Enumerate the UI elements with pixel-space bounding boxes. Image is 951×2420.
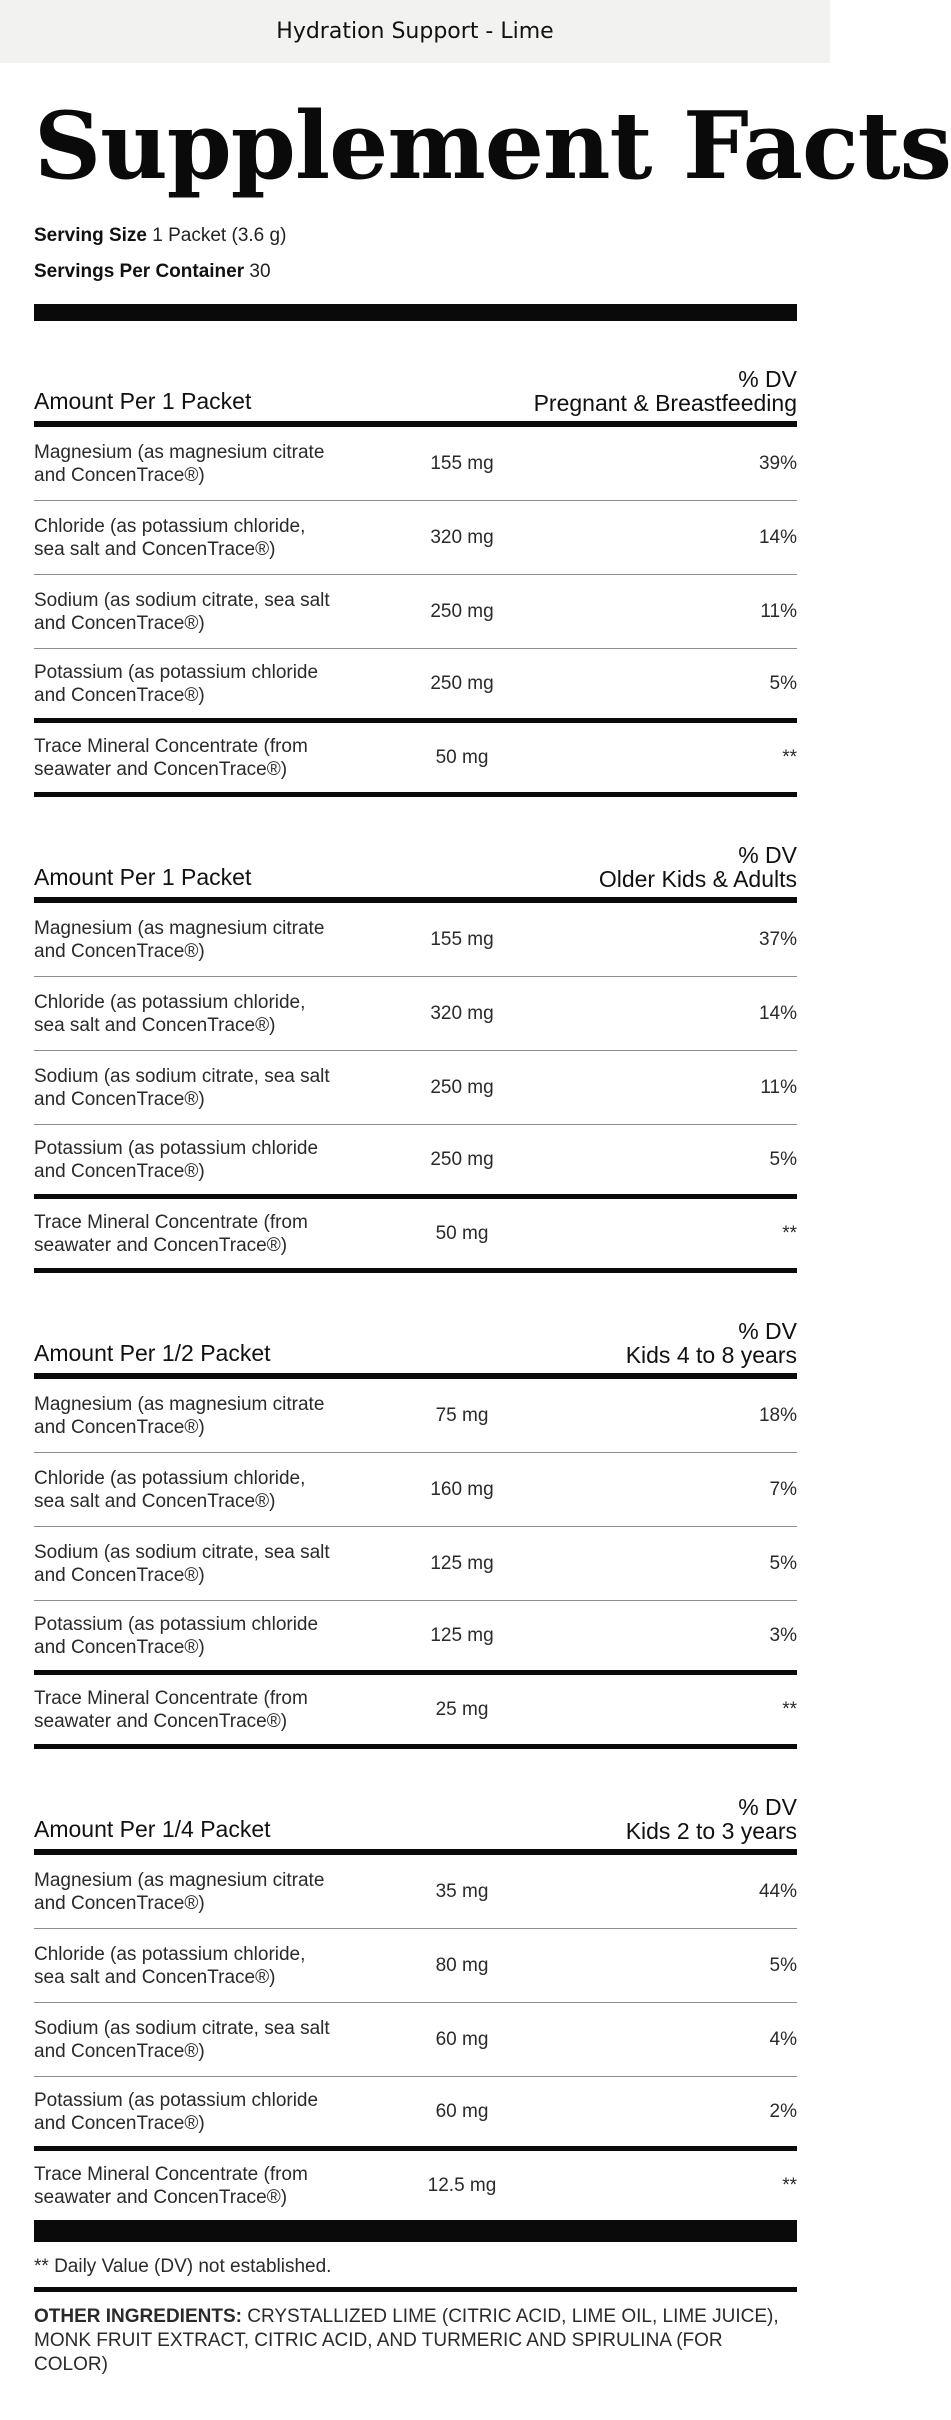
nutrient-dv: 3% bbox=[769, 1624, 797, 1646]
dv-header-group: Kids 2 to 3 years bbox=[625, 1818, 797, 1844]
nutrient-row bbox=[34, 575, 797, 649]
nutrient-name-line2: and ConcenTrace®) bbox=[34, 1416, 205, 1438]
amount-per-label: Amount Per 1/2 Packet bbox=[34, 1340, 271, 1366]
nutrient-row bbox=[34, 903, 797, 977]
nutrient-row bbox=[34, 1675, 797, 1749]
nutrient-name-line1: Trace Mineral Concentrate (from bbox=[34, 735, 308, 757]
nutrient-dv: 14% bbox=[758, 1002, 797, 1024]
dv-header-line1: % DV bbox=[738, 842, 797, 868]
nutrient-name-line2: seawater and ConcenTrace®) bbox=[34, 1710, 288, 1732]
nutrient-dv: 2% bbox=[769, 2100, 797, 2122]
nutrient-row bbox=[34, 427, 797, 501]
nutrient-row bbox=[34, 2003, 797, 2077]
product-title-bar bbox=[0, 0, 830, 63]
servings-value: 30 bbox=[249, 261, 271, 282]
nutrient-row bbox=[34, 1051, 797, 1125]
section-header bbox=[34, 321, 797, 421]
nutrient-name-line1: Chloride (as potassium chloride, bbox=[34, 1943, 306, 1965]
nutrient-dv: 5% bbox=[769, 1954, 797, 1976]
nutrient-dv: 18% bbox=[758, 1404, 797, 1426]
amount-per-label: Amount Per 1/4 Packet bbox=[34, 1816, 271, 1842]
nutrient-dv: ** bbox=[782, 1222, 797, 1244]
nutrient-dv: 44% bbox=[758, 1880, 797, 1902]
nutrient-amount: 75 mg bbox=[435, 1404, 489, 1426]
nutrient-name-line2: and ConcenTrace®) bbox=[34, 1636, 205, 1658]
nutrient-name-line1: Magnesium (as magnesium citrate bbox=[34, 917, 325, 939]
nutrient-name bbox=[34, 441, 364, 487]
nutrient-name-line2: and ConcenTrace®) bbox=[34, 1160, 205, 1182]
nutrient-name-line1: Trace Mineral Concentrate (from bbox=[34, 2163, 308, 2185]
facts-title: Supplement Facts bbox=[34, 91, 951, 200]
nutrient-name-line2: and ConcenTrace®) bbox=[34, 1088, 205, 1110]
nutrient-name bbox=[34, 2089, 364, 2135]
nutrient-row bbox=[34, 501, 797, 575]
nutrient-name bbox=[34, 1943, 364, 1989]
amount-per-label: Amount Per 1 Packet bbox=[34, 864, 252, 890]
nutrient-row bbox=[34, 1379, 797, 1453]
nutrient-name-line1: Potassium (as potassium chloride bbox=[34, 2089, 319, 2111]
nutrient-name bbox=[34, 917, 364, 963]
nutrient-dv: 5% bbox=[769, 1148, 797, 1170]
nutrient-row bbox=[34, 649, 797, 723]
servings-label: Servings Per Container bbox=[34, 261, 245, 282]
dv-header-line1: % DV bbox=[738, 1794, 797, 1820]
nutrient-amount: 250 mg bbox=[430, 1148, 494, 1170]
other-ingredients-line1: CRYSTALLIZED LIME (CITRIC ACID, LIME OIL, LIME JUICE), bbox=[241, 2306, 779, 2327]
other-ingredients-label: OTHER INGREDIENTS: bbox=[34, 2306, 242, 2327]
nutrient-row bbox=[34, 1453, 797, 1527]
nutrient-name bbox=[34, 1137, 364, 1183]
nutrient-row bbox=[34, 723, 797, 797]
dv-header-group: Older Kids & Adults bbox=[598, 866, 797, 892]
nutrient-amount: 50 mg bbox=[435, 746, 489, 768]
nutrient-name bbox=[34, 1065, 364, 1111]
serving-size-label: Serving Size bbox=[34, 225, 147, 246]
nutrient-name-line1: Magnesium (as magnesium citrate bbox=[34, 441, 325, 463]
dv-header-group: Kids 4 to 8 years bbox=[625, 1342, 797, 1368]
nutrient-name-line1: Sodium (as sodium citrate, sea salt bbox=[34, 1065, 330, 1087]
nutrient-name bbox=[34, 515, 364, 561]
divider-bar bbox=[34, 304, 797, 321]
nutrient-name-line2: sea salt and ConcenTrace®) bbox=[34, 1490, 276, 1512]
nutrient-name-line1: Trace Mineral Concentrate (from bbox=[34, 1687, 308, 1709]
nutrient-row bbox=[34, 977, 797, 1051]
nutrient-dv: 5% bbox=[769, 672, 797, 694]
nutrient-name-line1: Potassium (as potassium chloride bbox=[34, 661, 319, 683]
nutrient-amount: 155 mg bbox=[430, 928, 494, 950]
nutrient-dv: 4% bbox=[769, 2028, 797, 2050]
nutrient-amount: 250 mg bbox=[430, 600, 494, 622]
nutrient-name-line1: Potassium (as potassium chloride bbox=[34, 1137, 319, 1159]
dv-header bbox=[626, 1319, 797, 1367]
nutrient-row bbox=[34, 1929, 797, 2003]
nutrient-amount: 60 mg bbox=[435, 2028, 489, 2050]
nutrient-name bbox=[34, 1869, 364, 1915]
section-header bbox=[34, 1273, 797, 1373]
nutrient-dv: 11% bbox=[760, 1076, 797, 1098]
nutrient-name-line1: Magnesium (as magnesium citrate bbox=[34, 1869, 325, 1891]
nutrient-name bbox=[34, 2163, 364, 2209]
nutrient-name bbox=[34, 589, 364, 635]
nutrient-row bbox=[34, 1527, 797, 1601]
nutrient-name-line1: Trace Mineral Concentrate (from bbox=[34, 1211, 308, 1233]
product-title: Hydration Support - Lime bbox=[276, 19, 554, 44]
nutrient-name-line1: Sodium (as sodium citrate, sea salt bbox=[34, 2017, 330, 2039]
dv-header-line1: % DV bbox=[738, 1318, 797, 1344]
nutrient-name bbox=[34, 1613, 364, 1659]
nutrient-name-line2: and ConcenTrace®) bbox=[34, 1564, 205, 1586]
dv-header bbox=[626, 1795, 797, 1843]
nutrient-row bbox=[34, 1855, 797, 1929]
nutrient-amount: 35 mg bbox=[435, 1880, 489, 1902]
nutrient-amount: 155 mg bbox=[430, 452, 494, 474]
sections-container bbox=[34, 321, 797, 2242]
nutrient-amount: 25 mg bbox=[435, 1698, 489, 1720]
nutrient-dv: 7% bbox=[769, 1478, 797, 1500]
nutrient-name-line1: Chloride (as potassium chloride, bbox=[34, 991, 306, 1013]
nutrient-amount: 12.5 mg bbox=[427, 2174, 497, 2196]
nutrient-name-line2: seawater and ConcenTrace®) bbox=[34, 2186, 288, 2208]
nutrient-name-line2: and ConcenTrace®) bbox=[34, 684, 205, 706]
other-ingredients bbox=[34, 2305, 797, 2377]
nutrient-row bbox=[34, 2151, 797, 2225]
nutrient-row bbox=[34, 1601, 797, 1675]
nutrient-dv: ** bbox=[782, 2174, 797, 2196]
nutrient-dv: 11% bbox=[760, 600, 797, 622]
nutrient-dv: 14% bbox=[758, 526, 797, 548]
nutrient-name-line2: and ConcenTrace®) bbox=[34, 612, 205, 634]
nutrient-name bbox=[34, 991, 364, 1037]
nutrient-name-line2: and ConcenTrace®) bbox=[34, 464, 205, 486]
nutrient-dv: ** bbox=[782, 1698, 797, 1720]
nutrient-name-line2: sea salt and ConcenTrace®) bbox=[34, 1966, 276, 1988]
section-header bbox=[34, 797, 797, 897]
nutrient-name-line1: Sodium (as sodium citrate, sea salt bbox=[34, 589, 330, 611]
nutrient-name bbox=[34, 1541, 364, 1587]
nutrient-amount: 320 mg bbox=[430, 526, 494, 548]
nutrient-name bbox=[34, 1687, 364, 1733]
nutrient-name-line2: and ConcenTrace®) bbox=[34, 940, 205, 962]
nutrient-dv: 5% bbox=[769, 1552, 797, 1574]
nutrient-dv: 39% bbox=[758, 452, 797, 474]
nutrient-name-line1: Chloride (as potassium chloride, bbox=[34, 1467, 306, 1489]
nutrient-name-line2: and ConcenTrace®) bbox=[34, 2040, 205, 2062]
nutrient-name-line1: Chloride (as potassium chloride, bbox=[34, 515, 306, 537]
nutrient-name bbox=[34, 735, 364, 781]
nutrient-name bbox=[34, 1211, 364, 1257]
serving-size-line bbox=[34, 218, 797, 254]
nutrient-amount: 320 mg bbox=[430, 1002, 494, 1024]
nutrient-name-line2: seawater and ConcenTrace®) bbox=[34, 1234, 288, 1256]
nutrient-name bbox=[34, 2017, 364, 2063]
nutrient-row bbox=[34, 1125, 797, 1199]
nutrient-row bbox=[34, 2077, 797, 2151]
nutrient-amount: 250 mg bbox=[430, 1076, 494, 1098]
nutrient-amount: 60 mg bbox=[435, 2100, 489, 2122]
nutrient-amount: 80 mg bbox=[435, 1954, 489, 1976]
nutrient-name-line2: sea salt and ConcenTrace®) bbox=[34, 538, 276, 560]
nutrient-amount: 250 mg bbox=[430, 672, 494, 694]
other-ingredients-line3: COLOR) bbox=[34, 2354, 108, 2375]
dv-header-group: Pregnant & Breastfeeding bbox=[533, 390, 797, 416]
nutrient-name-line2: and ConcenTrace®) bbox=[34, 2112, 205, 2134]
dv-header-line1: % DV bbox=[738, 366, 797, 392]
nutrient-row bbox=[34, 1199, 797, 1273]
nutrient-amount: 50 mg bbox=[435, 1222, 489, 1244]
nutrient-name-line2: sea salt and ConcenTrace®) bbox=[34, 1014, 276, 1036]
nutrient-dv: 37% bbox=[758, 928, 797, 950]
other-ingredients-line2: MONK FRUIT EXTRACT, CITRIC ACID, AND TURMERIC AND SPIRULINA (FOR bbox=[34, 2330, 723, 2351]
dv-header bbox=[599, 843, 797, 891]
dv-header bbox=[534, 367, 797, 415]
serving-size-value: 1 Packet (3.6 g) bbox=[152, 225, 287, 246]
nutrient-name bbox=[34, 1467, 364, 1513]
nutrient-amount: 125 mg bbox=[430, 1552, 494, 1574]
nutrient-name-line1: Potassium (as potassium chloride bbox=[34, 1613, 319, 1635]
supplement-facts-panel bbox=[34, 63, 951, 2377]
nutrient-name bbox=[34, 661, 364, 707]
nutrient-amount: 125 mg bbox=[430, 1624, 494, 1646]
nutrient-dv: ** bbox=[782, 746, 797, 768]
nutrient-name-line1: Magnesium (as magnesium citrate bbox=[34, 1393, 325, 1415]
section-header bbox=[34, 1749, 797, 1849]
footnote: ** Daily Value (DV) not established. bbox=[34, 2242, 797, 2292]
nutrient-amount: 160 mg bbox=[430, 1478, 494, 1500]
amount-per-label: Amount Per 1 Packet bbox=[34, 388, 252, 414]
nutrient-name bbox=[34, 1393, 364, 1439]
nutrient-name-line2: and ConcenTrace®) bbox=[34, 1892, 205, 1914]
nutrient-name-line1: Sodium (as sodium citrate, sea salt bbox=[34, 1541, 330, 1563]
nutrient-name-line2: seawater and ConcenTrace®) bbox=[34, 758, 288, 780]
servings-per-container-line bbox=[34, 254, 797, 290]
footer-bar bbox=[34, 2225, 797, 2242]
